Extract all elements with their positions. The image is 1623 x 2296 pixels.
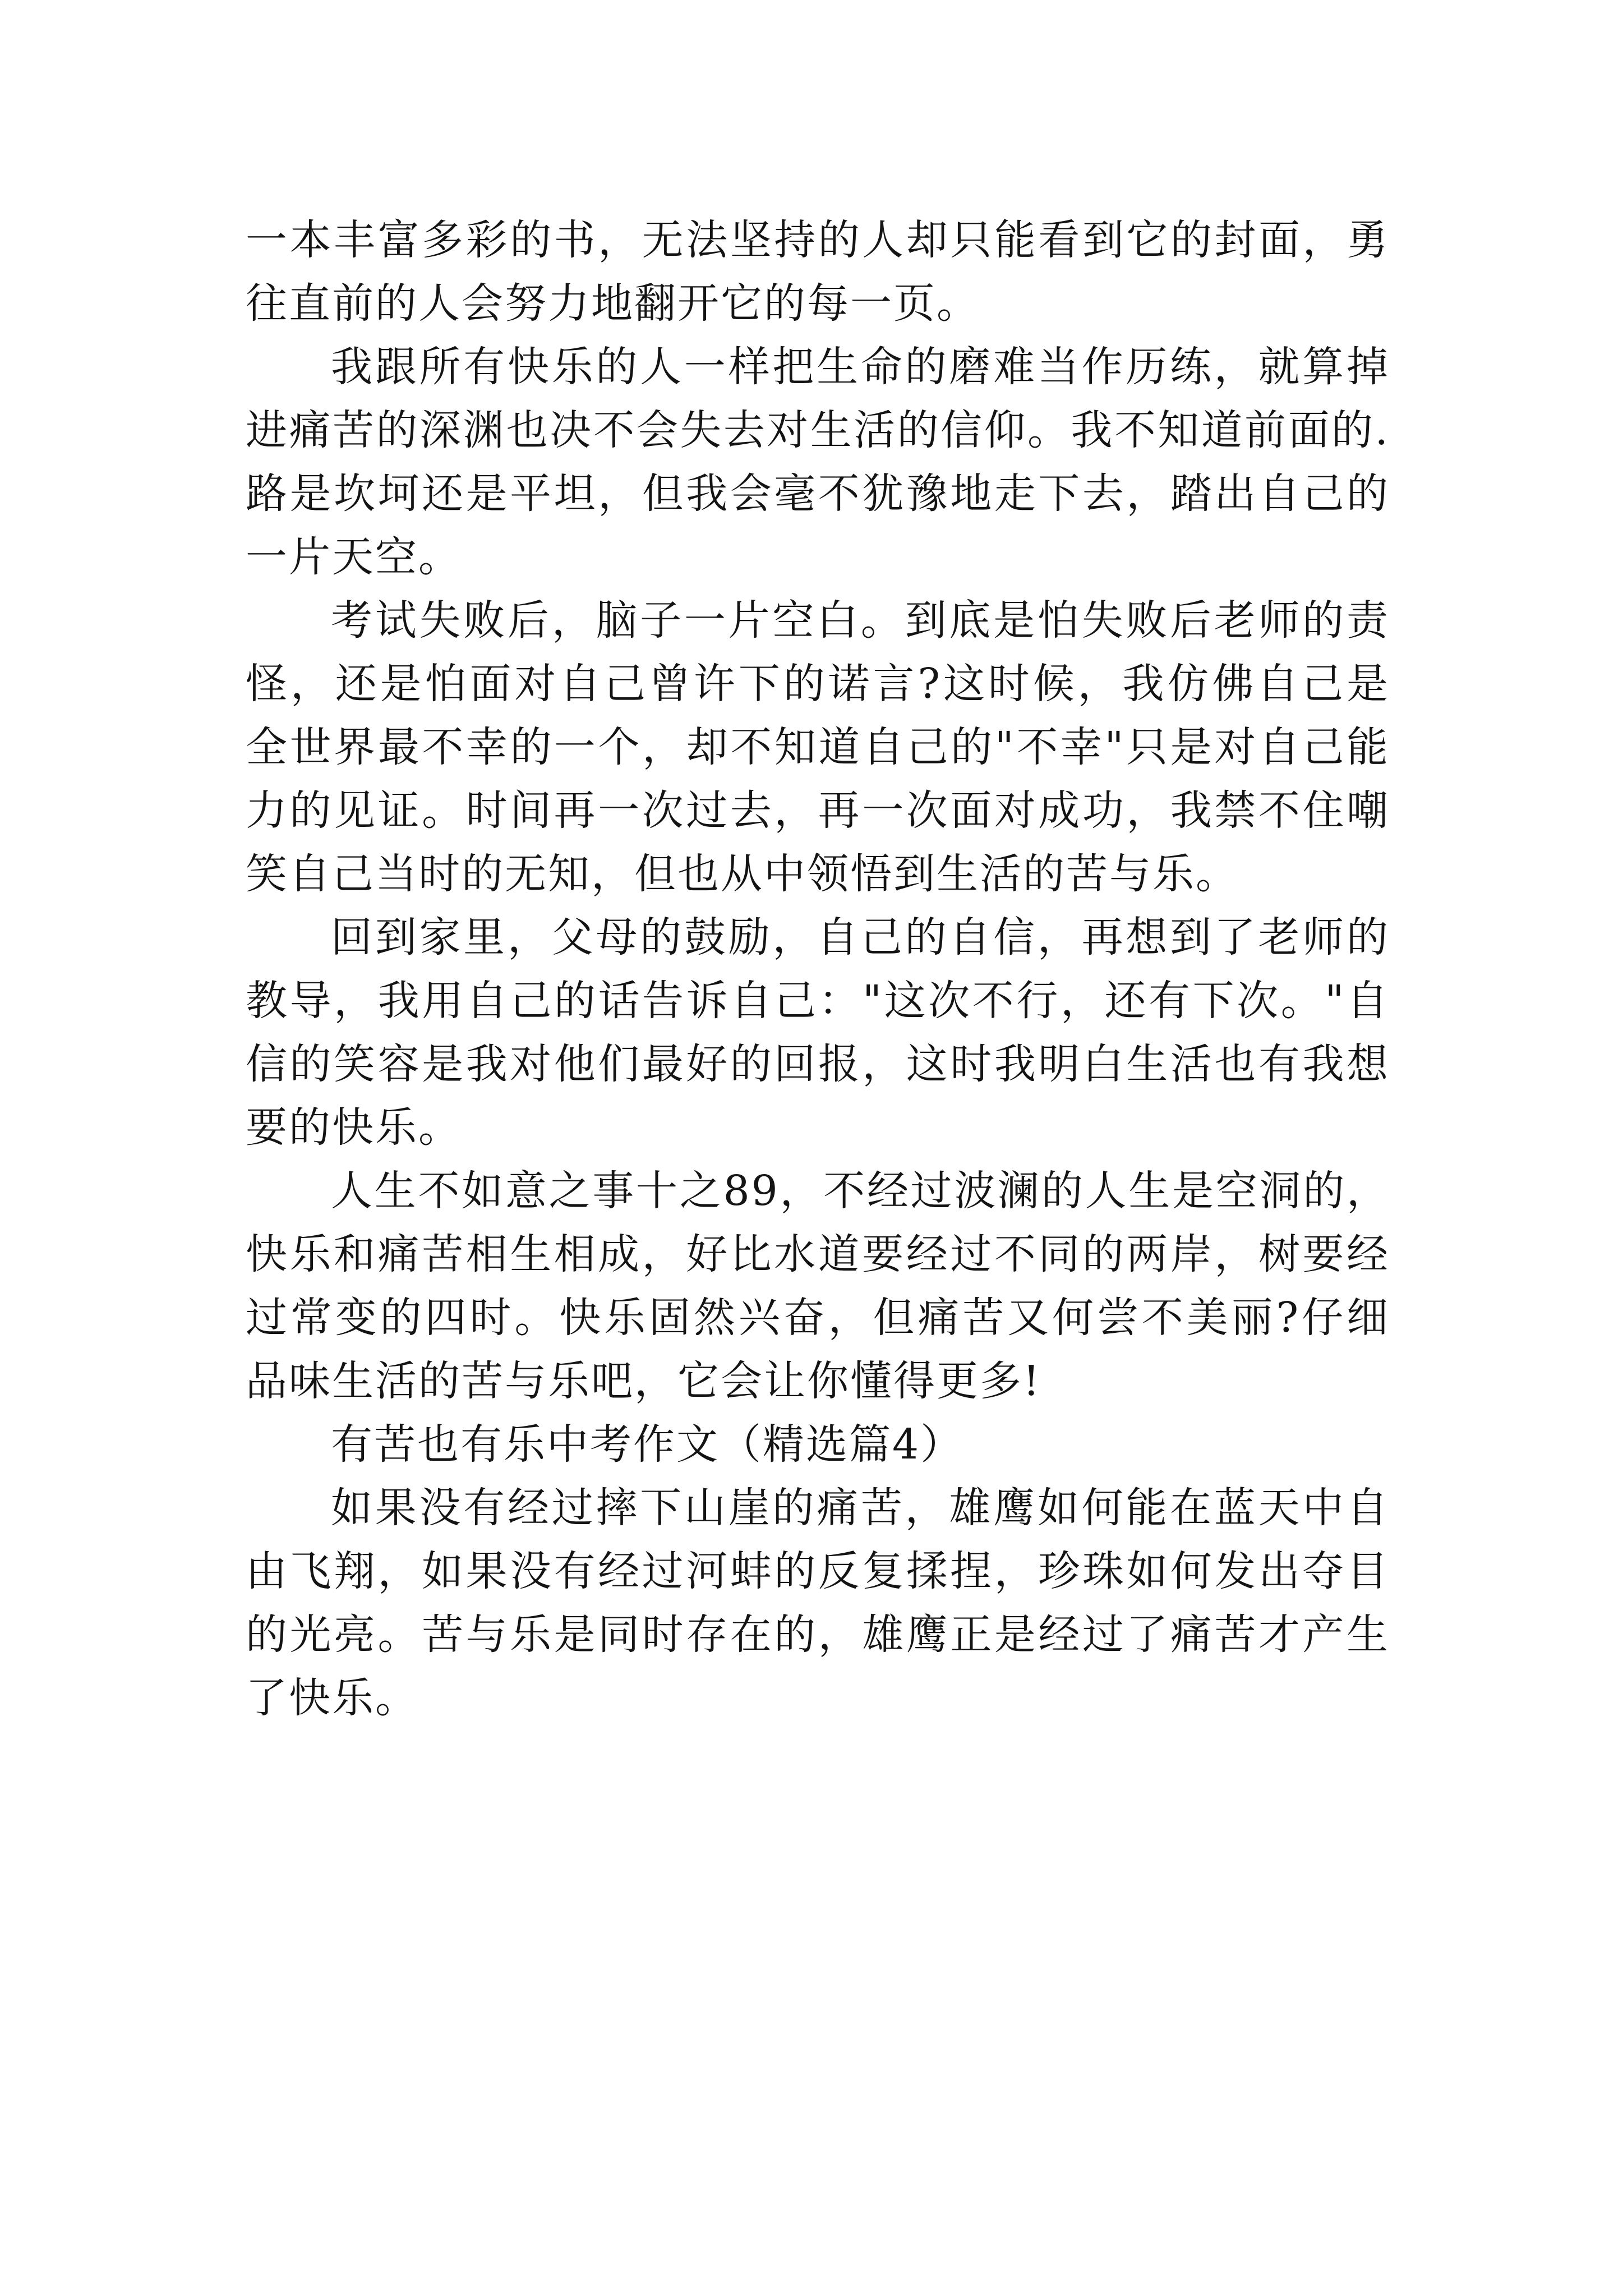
paragraph: 我跟所有快乐的人一样把生命的磨难当作历练，就算掉进痛苦的深渊也决不会失去对生活的信仰。我不知道前面的.路是坎坷还是平坦，但我会毫不犹豫地走下去，踏出自己的一片天空。 bbox=[246, 343, 1390, 581]
section-heading: 有苦也有乐中考作文（精选篇4） bbox=[331, 1420, 964, 1469]
paragraph: 如果没有经过摔下山崖的痛苦，雄鹰如何能在蓝天中自由飞翔，如果没有经过河蚌的反复揉捏，珍珠如何发出夺目的光亮。苦与乐是同时存在的，雄鹰正是经过了痛苦才产生了快乐。 bbox=[246, 1484, 1390, 1722]
paragraph-continued: 一本丰富多彩的书，无法坚持的人却只能看到它的封面，勇往直前的人会努力地翻开它的每一页。 bbox=[246, 216, 1390, 328]
paragraph: 考试失败后，脑子一片空白。到底是怕失败后老师的责怪，还是怕面对自己曾许下的诺言?这时候，我仿佛自己是全世界最不幸的一个，却不知道自己的"不幸"只是对自己能力的见证。时间再一次过去，再一次面对成功，我禁不住嘲笑自己当时的无知，但也从中领悟到生活的苦与乐。 bbox=[246, 596, 1390, 898]
paragraph: 人生不如意之事十之89，不经过波澜的人生是空洞的，快乐和痛苦相生相成，好比水道要经过不同的两岸，树要经过常变的四时。快乐固然兴奋，但痛苦又何尝不美丽?仔细品味生活的苦与乐吧，它会让你懂得更多! bbox=[246, 1167, 1390, 1405]
paragraph: 回到家里，父母的鼓励，自己的自信，再想到了老师的教导，我用自己的话告诉自己："这次不行，还有下次。"自信的笑容是我对他们最好的回报，这时我明白生活也有我想要的快乐。 bbox=[246, 913, 1390, 1152]
article-body bbox=[246, 209, 1390, 1730]
